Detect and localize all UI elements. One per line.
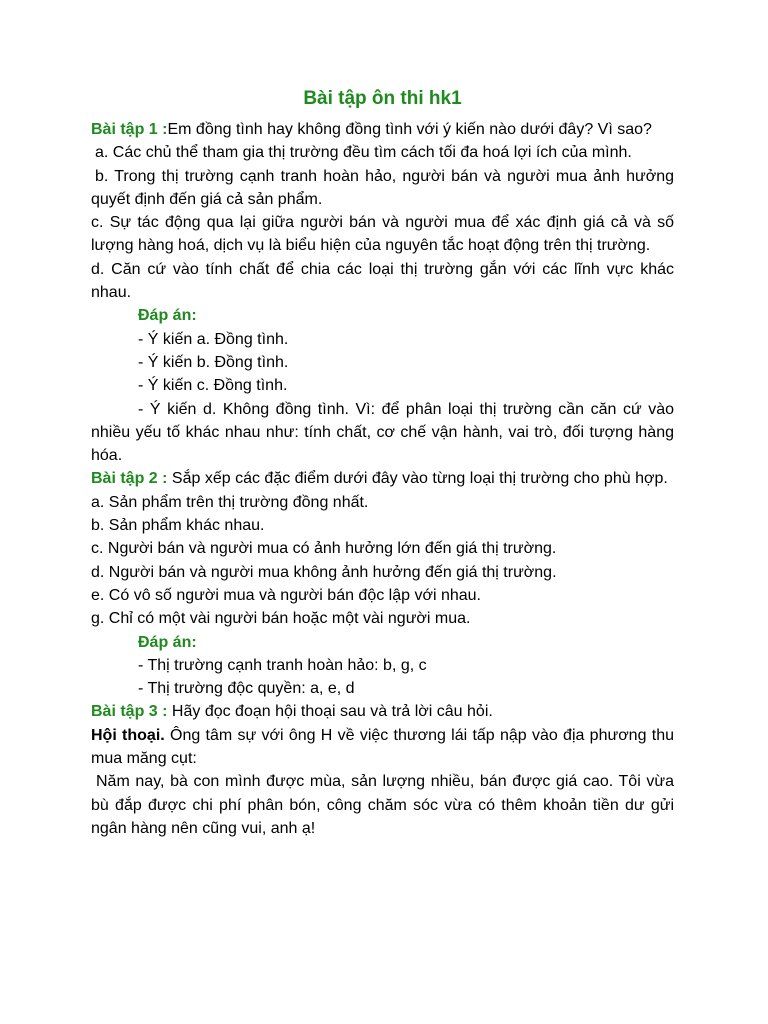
exercise-1-label: Bài tập 1 : [91, 121, 168, 138]
exercise-2-item-g: g. Chỉ có một vài người bán hoặc một vài người mua. [91, 610, 471, 628]
exercise-2-text: Sắp xếp các đặc điểm dưới đây vào từng loại thị trường cho phù hợp. [167, 470, 668, 488]
exercise-2-answer-label: Đáp án: [138, 633, 197, 651]
exercise-1-answer-c: - Ý kiến c. Đồng tình. [138, 377, 288, 395]
exercise-2-item-a: a. Sản phẩm trên thị trường đồng nhất. [91, 493, 369, 511]
exercise-1-item-c: c. Sự tác động qua lại giữa người bán và người mua để xác định giá cả và số lượng hàng hoá, dịch vụ là biểu hiện của nguyên tắc hoạt động trên thị trường. [91, 214, 674, 255]
dialog-intro: Ông tâm sự với ông H về việc thương lái tấp nập vào địa phương thu mua măng cụt: [91, 726, 675, 768]
exercise-1-item-d: d. Căn cứ vào tính chất để chia các loại thị trường gắn với các lĩnh vực khác nhau. [91, 260, 674, 302]
exercise-3-dialog [91, 724, 674, 771]
exercise-3-question [91, 700, 674, 723]
exercise-1-answer-a: - Ý kiến a. Đồng tình. [138, 330, 289, 348]
exercise-2-question [91, 467, 674, 490]
document-title: Bài tập ôn thi hk1 [303, 88, 462, 109]
exercise-3-label: Bài tập 3 : [91, 703, 168, 721]
exercise-1-answer-label: Đáp án: [138, 307, 197, 325]
exercise-1-text: Em đồng tình hay không đồng tình với ý kiến nào dưới đây? Vì sao? [167, 121, 652, 138]
exercise-1-item-b: b. Trong thị trường cạnh tranh hoàn hảo, người bán và người mua ảnh hưởng quyết định đến giá cả sản phẩm. [91, 167, 674, 208]
document-page [91, 86, 674, 840]
exercise-1-item-a: a. Các chủ thể tham gia thị trường đều tìm cách tối đa hoá lợi ích của mình. [95, 144, 632, 162]
exercise-2-item-e: e. Có vô số người mua và người bán độc lập với nhau. [91, 586, 481, 604]
exercise-1-answer-b: - Ý kiến b. Đồng tình. [138, 353, 289, 371]
dialog-label: Hội thoại. [91, 726, 165, 744]
exercise-2-answer-1: - Thị trường cạnh tranh hoàn hảo: b, g, c [138, 656, 427, 674]
exercise-2-item-d: d. Người bán và người mua không ảnh hưởng đến giá thị trường. [91, 563, 557, 581]
exercise-2-answer-2: - Thị trường độc quyền: a, e, d [138, 680, 355, 698]
exercise-1-answer-d: - Ý kiến d. Không đồng tình. Vì: để phân loại thị trường cần căn cứ vào nhiều yếu tố khác nhau như: tính chất, cơ chế vận hành, vai trò, đối tượng hàng hóa. [91, 400, 674, 465]
exercise-2-label: Bài tập 2 : [91, 470, 168, 488]
exercise-3-text: Hãy đọc đoạn hội thoại sau và trả lời câu hỏi. [167, 703, 493, 721]
dialog-speech: Năm nay, bà con mình được mùa, sản lượng nhiều, bán được giá cao. Tôi vừa bù đắp được chi phí phân bón, công chăm sóc vừa có thêm khoản tiền dư gửi ngân hàng nên cũng vui, anh ạ! [91, 773, 674, 837]
exercise-1-question [91, 118, 674, 141]
exercise-2-item-c: c. Người bán và người mua có ảnh hưởng lớn đến giá thị trường. [91, 540, 557, 558]
exercise-2-item-b: b. Sản phẩm khác nhau. [91, 517, 265, 535]
